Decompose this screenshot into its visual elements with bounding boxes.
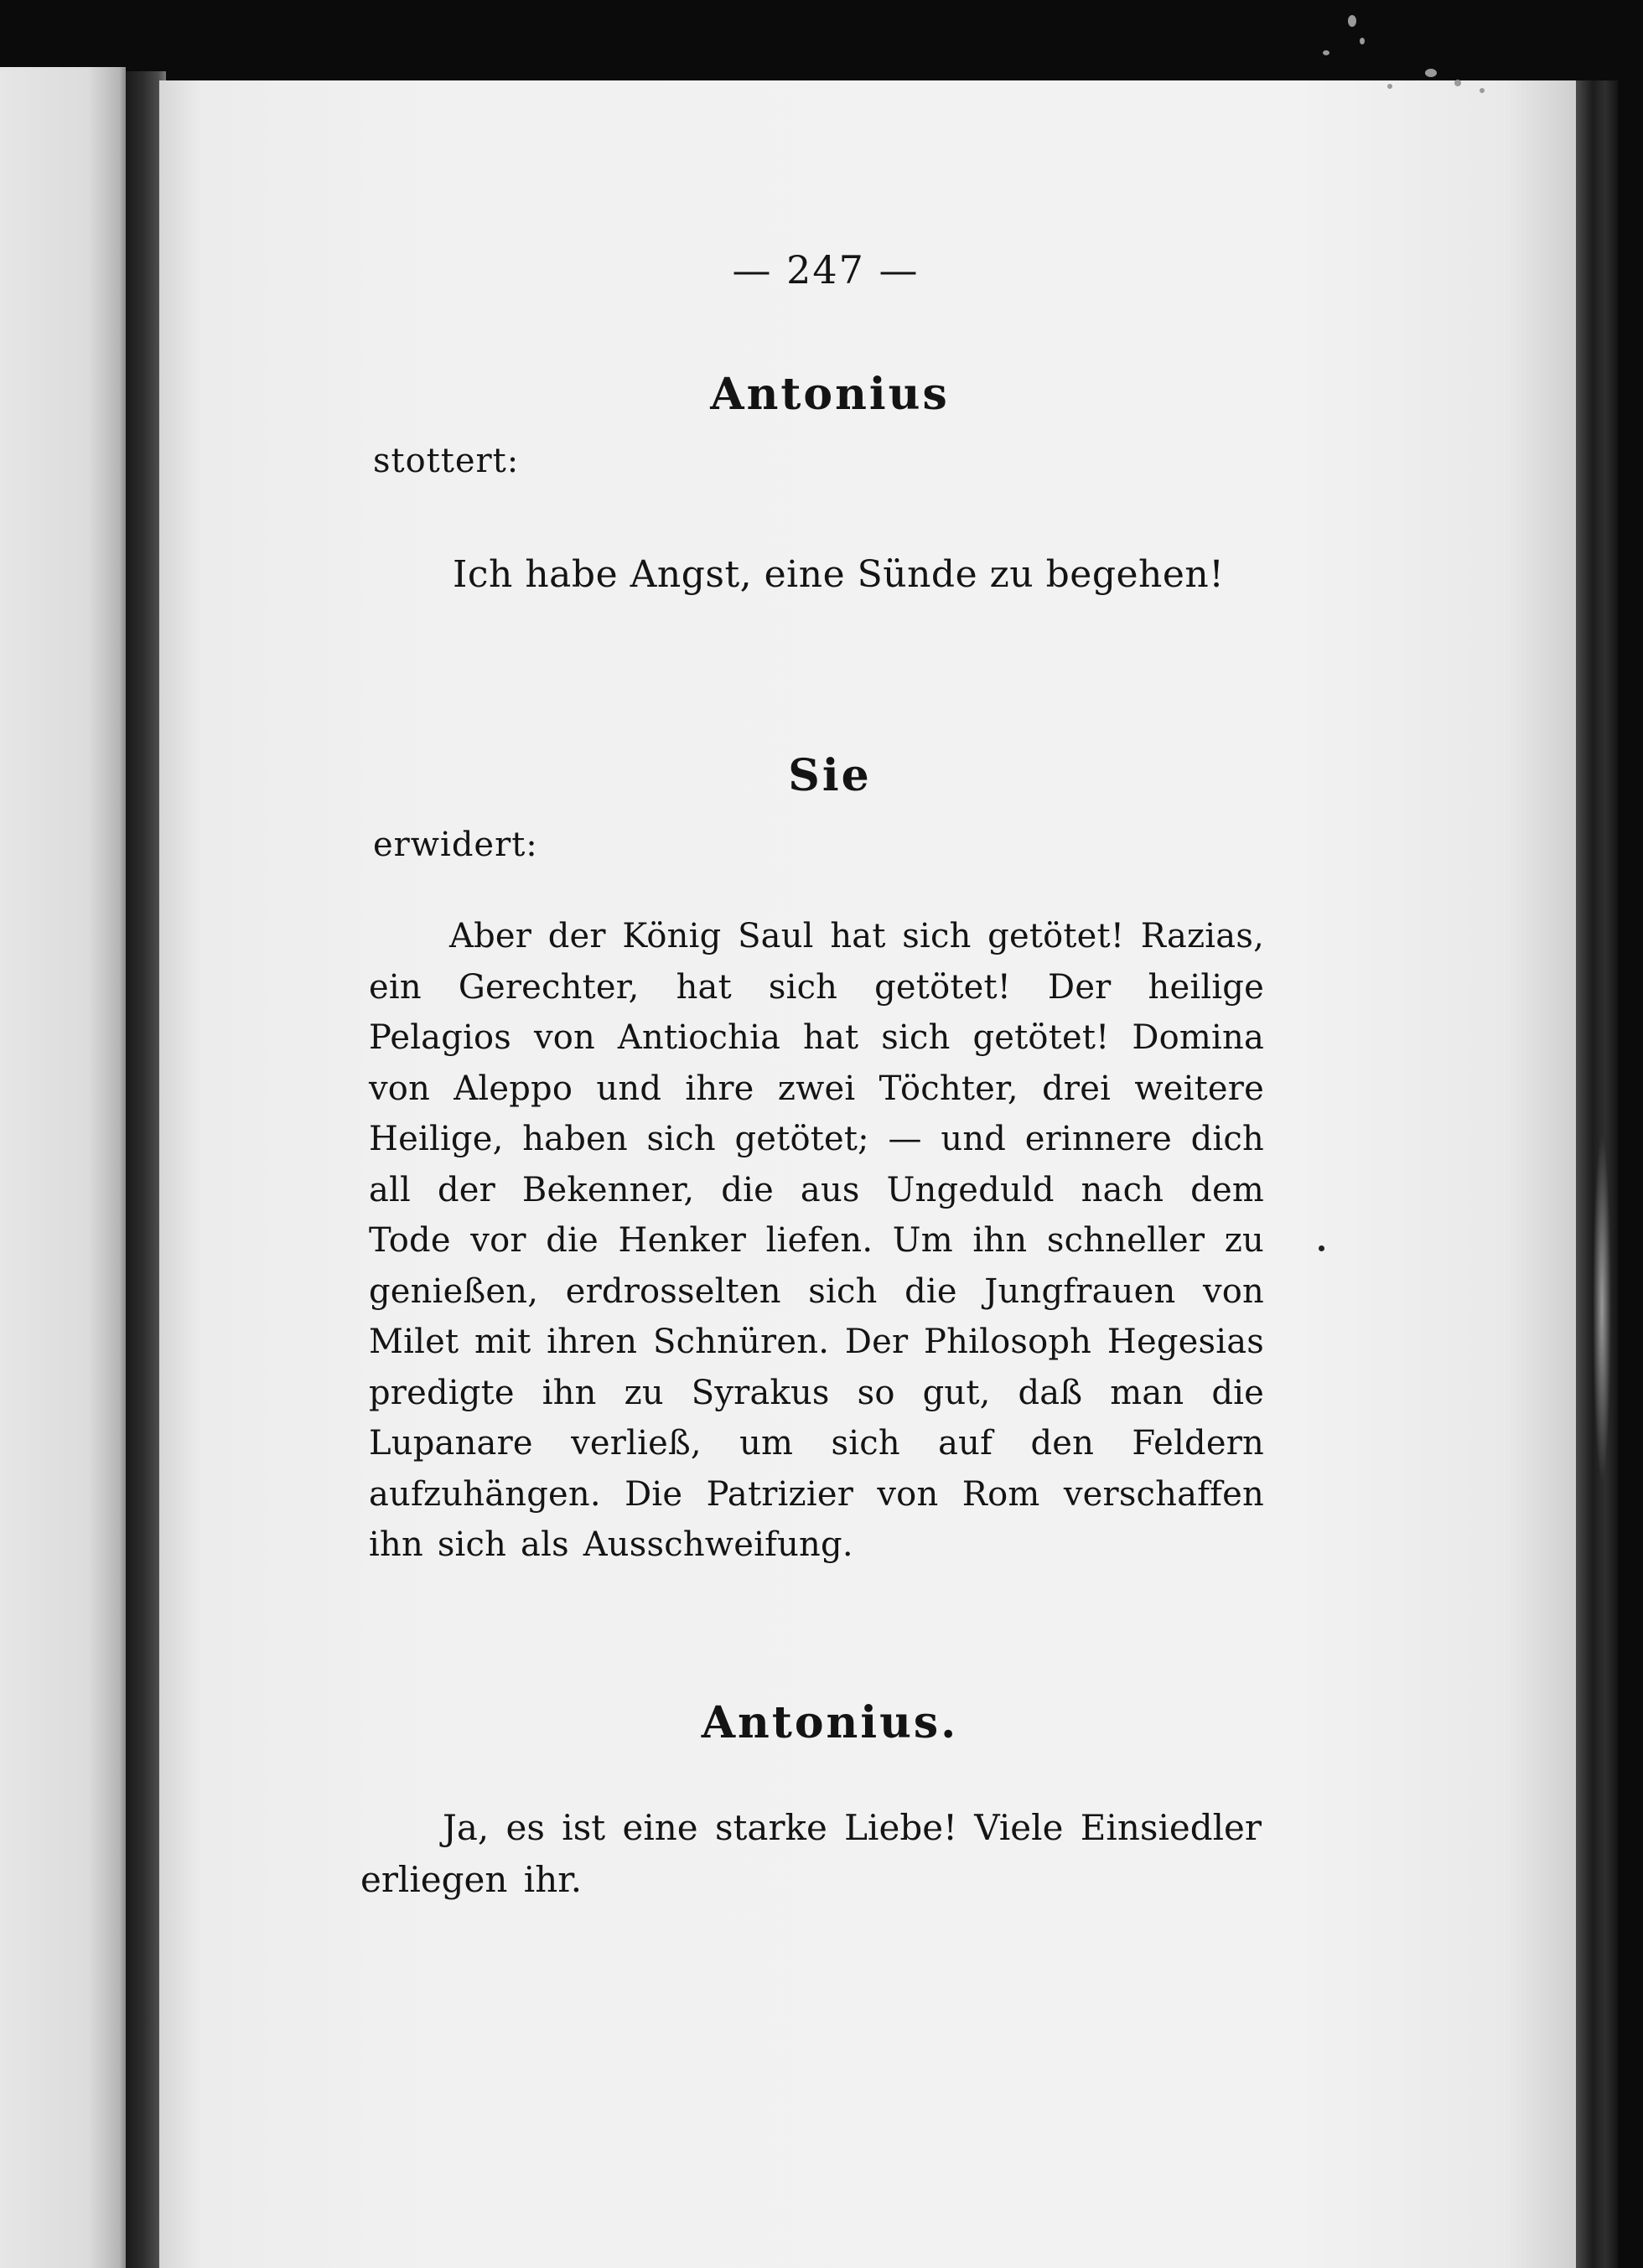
scan-speck [1360, 38, 1365, 44]
scan-speck [1454, 80, 1461, 86]
scan-speck [1480, 88, 1485, 93]
dialogue-line: Ich habe Angst, eine Sünde zu begehen! [453, 553, 1225, 596]
scan-speck [1323, 50, 1329, 55]
dialogue-paragraph: Aber der König Saul hat sich getötet! Razias, ein Gerechter, hat sich getötet! Der heilige Pelagios von Antiochia hat sich getötet! Domina von Aleppo und ihre zwei Töchter, drei weitere Heilige, haben sich getötet; — und erinnere dich all der Bekenner, die aus Ungeduld nach dem Tode vor die Henker liefen. Um ihn schneller zu genießen, erdrosselten sich die Jungfrauen von Milet mit ihren Schnüren. Der Philosoph Hegesias predigte ihn zu Syrakus so gut, daß man die Lupanare verließ, um sich auf den Feldern aufzuhängen. Die Patrizier von Rom verschaffen ihn sich als Ausschweifung. [369, 917, 1264, 1564]
stage-direction: erwidert: [373, 826, 538, 864]
scan-speck [1387, 84, 1392, 89]
dialogue-paragraph: Ja, es ist eine starke Liebe! Viele Einsiedler erliegen ihr. [360, 1807, 1262, 1900]
page-number: — 247 — [732, 247, 920, 293]
speaker-heading: Antonius. [701, 1697, 959, 1748]
edge-highlight [1593, 1131, 1611, 1484]
scan-speck [1348, 15, 1356, 27]
scan-speck [1319, 1245, 1324, 1251]
speaker-heading: Antonius [710, 369, 950, 420]
scan-speck [1425, 69, 1437, 77]
speaker-heading: Sie [788, 750, 872, 801]
stage-direction: stottert: [373, 442, 520, 480]
